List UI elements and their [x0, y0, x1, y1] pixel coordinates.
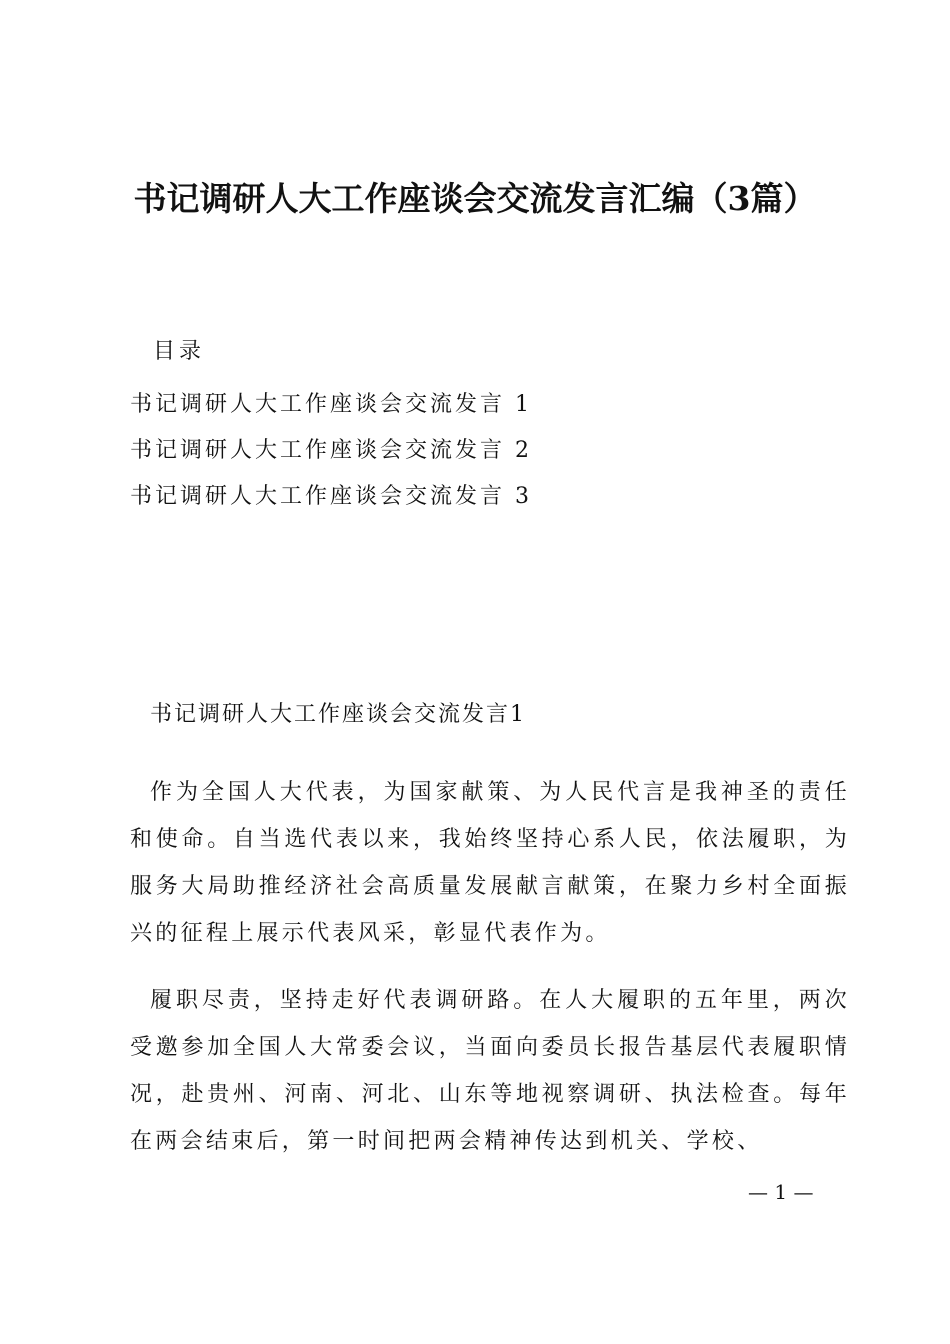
toc-item-2: 书记调研人大工作座谈会交流发言 2: [130, 438, 532, 463]
toc-item-3: 书记调研人大工作座谈会交流发言 3: [130, 484, 532, 509]
toc-heading: 目录: [153, 339, 206, 364]
body-paragraph-2: 履职尽责，坚持走好代表调研路。在人大履职的五年里，两次受邀参加全国人大常委会议，当面向委员长报告基层代表履职情况，赴贵州、河南、河北、山东等地视察调研、执法检查。每年在两会结束后，第一时间把两会精神传达到机关、学校、: [130, 988, 850, 1154]
document-title: 书记调研人大工作座谈会交流发言汇编（3篇）: [133, 179, 817, 218]
toc-item-1: 书记调研人大工作座谈会交流发言 1: [130, 392, 532, 417]
page-number: — 1 —: [748, 1180, 814, 1204]
body-paragraph-1: 作为全国人大代表，为国家献策、为人民代言是我神圣的责任和使命。自当选代表以来，我始终坚持心系人民，依法履职，为服务大局助推经济社会高质量发展献言献策，在聚力乡村全面振兴的征程上展示代表风采，彰显代表作为。: [130, 780, 850, 946]
table-of-contents: [130, 382, 532, 520]
section-heading: 书记调研人大工作座谈会交流发言1: [150, 702, 526, 727]
